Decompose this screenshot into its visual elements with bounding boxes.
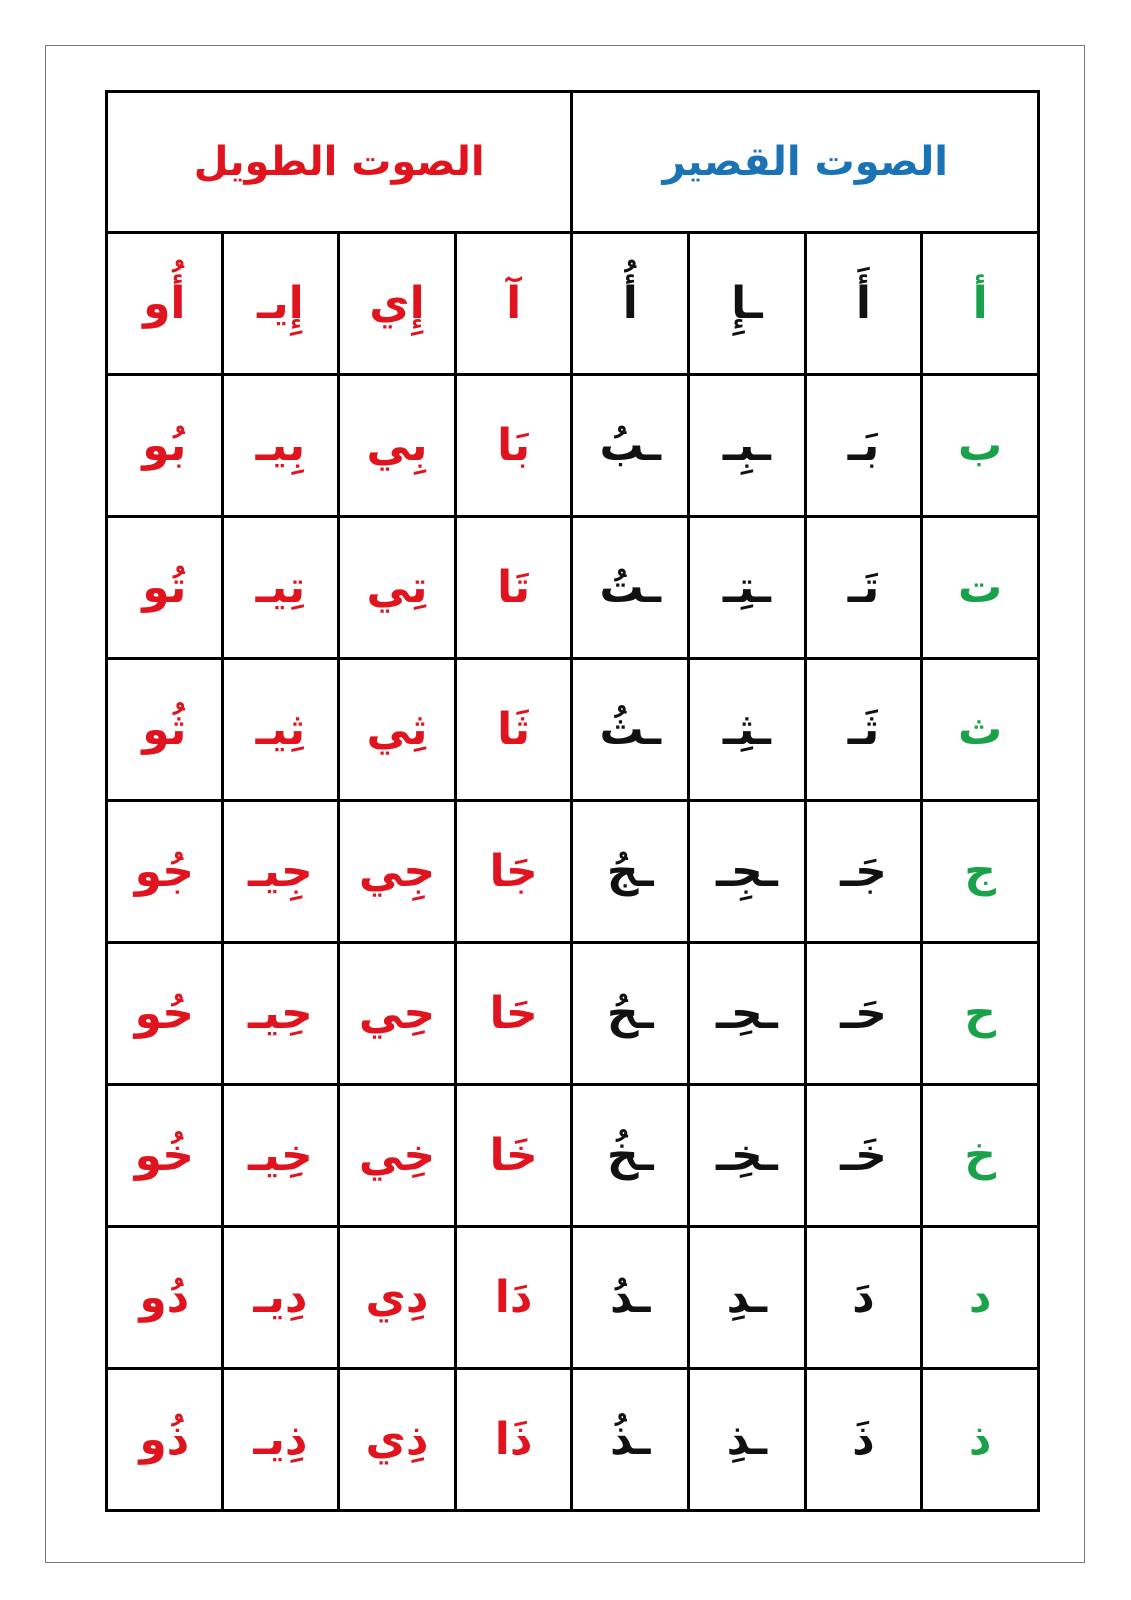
short-fatha-cell: أَ xyxy=(805,233,922,375)
long-alef-cell: خَا xyxy=(455,1085,572,1227)
long-ya-cell: حِي xyxy=(339,943,456,1085)
short-fatha-cell: ثَـ xyxy=(805,659,922,801)
short-damma-cell: ـجُ xyxy=(572,801,689,943)
short-fatha-cell: تَـ xyxy=(805,517,922,659)
table-row xyxy=(107,801,1039,943)
long-waw-cell: أُو xyxy=(107,233,223,375)
short-damma-cell: ـبُ xyxy=(572,375,689,517)
short-fatha-cell: حَـ xyxy=(805,943,922,1085)
long-ya-medial-cell: حِيـ xyxy=(222,943,339,1085)
long-alef-cell: تَا xyxy=(455,517,572,659)
long-alef-cell: آ xyxy=(455,233,572,375)
long-ya-cell: ذِي xyxy=(339,1369,456,1511)
short-fatha-cell: جَـ xyxy=(805,801,922,943)
long-ya-cell: تِي xyxy=(339,517,456,659)
short-damma-cell: ـخُ xyxy=(572,1085,689,1227)
short-damma-cell: ـدُ xyxy=(572,1227,689,1369)
long-waw-cell: دُو xyxy=(107,1227,223,1369)
long-alef-cell: جَا xyxy=(455,801,572,943)
long-waw-cell: ثُو xyxy=(107,659,223,801)
letter-cell: أ xyxy=(922,233,1039,375)
short-kasra-cell: ـجِـ xyxy=(689,801,806,943)
long-ya-cell: خِي xyxy=(339,1085,456,1227)
long-waw-cell: بُو xyxy=(107,375,223,517)
short-kasra-cell: ـتِـ xyxy=(689,517,806,659)
table-row xyxy=(107,659,1039,801)
short-kasra-cell: ـثِـ xyxy=(689,659,806,801)
long-alef-cell: بَا xyxy=(455,375,572,517)
short-damma-cell: ـذُ xyxy=(572,1369,689,1511)
table-row xyxy=(107,1369,1039,1511)
header-row xyxy=(107,92,1039,233)
table-row xyxy=(107,1227,1039,1369)
short-fatha-cell: دَ xyxy=(805,1227,922,1369)
short-fatha-cell: ذَ xyxy=(805,1369,922,1511)
long-alef-cell: حَا xyxy=(455,943,572,1085)
long-ya-medial-cell: خِيـ xyxy=(222,1085,339,1227)
table-row xyxy=(107,233,1039,375)
short-damma-cell: ـثُ xyxy=(572,659,689,801)
table-row xyxy=(107,943,1039,1085)
short-kasra-cell: ـإِ xyxy=(689,233,806,375)
long-ya-cell: إِي xyxy=(339,233,456,375)
long-alef-cell: دَا xyxy=(455,1227,572,1369)
long-waw-cell: خُو xyxy=(107,1085,223,1227)
table-row xyxy=(107,1085,1039,1227)
letter-cell: ذ xyxy=(922,1369,1039,1511)
letter-cell: ت xyxy=(922,517,1039,659)
long-ya-cell: ثِي xyxy=(339,659,456,801)
long-alef-cell: ذَا xyxy=(455,1369,572,1511)
short-kasra-cell: ـذِ xyxy=(689,1369,806,1511)
long-sound-header: الصوت الطويل xyxy=(107,92,572,233)
short-kasra-cell: ـبِـ xyxy=(689,375,806,517)
short-fatha-cell: خَـ xyxy=(805,1085,922,1227)
long-waw-cell: جُو xyxy=(107,801,223,943)
letter-cell: خ xyxy=(922,1085,1039,1227)
long-ya-medial-cell: تِيـ xyxy=(222,517,339,659)
long-alef-cell: ثَا xyxy=(455,659,572,801)
table-row xyxy=(107,375,1039,517)
letter-cell: ث xyxy=(922,659,1039,801)
long-ya-medial-cell: ثِيـ xyxy=(222,659,339,801)
short-damma-cell: أُ xyxy=(572,233,689,375)
long-ya-medial-cell: دِيـ xyxy=(222,1227,339,1369)
long-waw-cell: ذُو xyxy=(107,1369,223,1511)
long-ya-medial-cell: ذِيـ xyxy=(222,1369,339,1511)
long-ya-medial-cell: بِيـ xyxy=(222,375,339,517)
harakat-table xyxy=(105,90,1040,1512)
letter-cell: د xyxy=(922,1227,1039,1369)
long-ya-cell: بِي xyxy=(339,375,456,517)
short-kasra-cell: ـحِـ xyxy=(689,943,806,1085)
short-damma-cell: ـحُ xyxy=(572,943,689,1085)
short-kasra-cell: ـدِ xyxy=(689,1227,806,1369)
long-ya-medial-cell: إِيـ xyxy=(222,233,339,375)
long-ya-cell: دِي xyxy=(339,1227,456,1369)
letter-cell: ح xyxy=(922,943,1039,1085)
letter-cell: ب xyxy=(922,375,1039,517)
long-ya-cell: جِي xyxy=(339,801,456,943)
table-row xyxy=(107,517,1039,659)
long-waw-cell: حُو xyxy=(107,943,223,1085)
short-kasra-cell: ـخِـ xyxy=(689,1085,806,1227)
long-waw-cell: تُو xyxy=(107,517,223,659)
letter-cell: ج xyxy=(922,801,1039,943)
short-fatha-cell: بَـ xyxy=(805,375,922,517)
short-sound-header: الصوت القصير xyxy=(572,92,1039,233)
short-damma-cell: ـتُ xyxy=(572,517,689,659)
long-ya-medial-cell: جِيـ xyxy=(222,801,339,943)
